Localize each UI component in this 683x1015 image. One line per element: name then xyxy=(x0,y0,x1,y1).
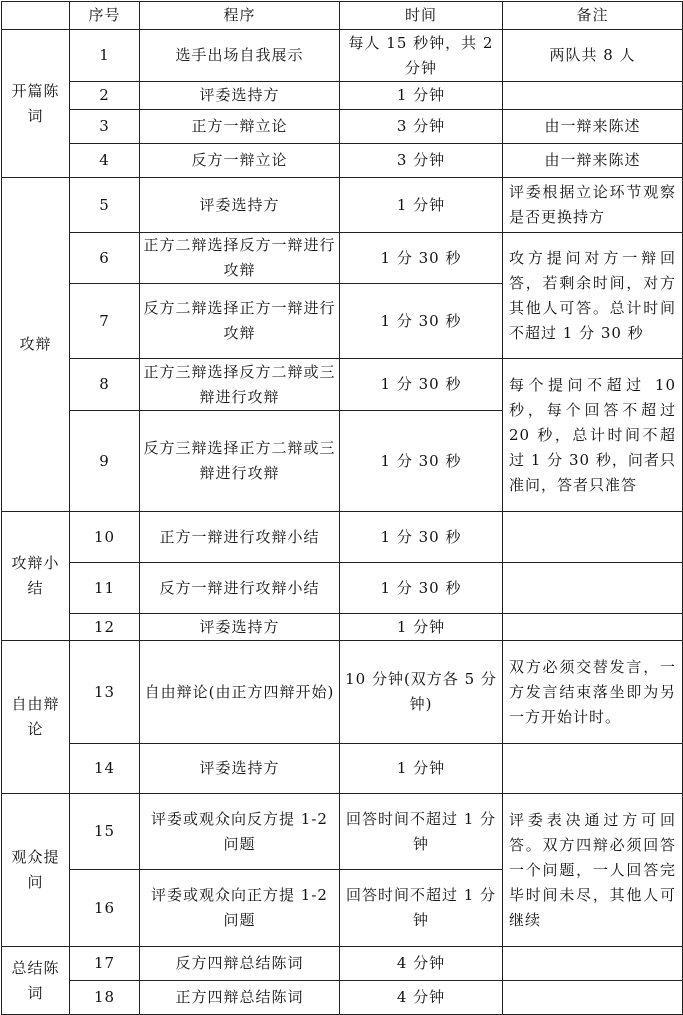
row-note: 两队共 8 人 xyxy=(503,30,683,82)
table-row xyxy=(2,110,683,144)
table-row xyxy=(2,178,683,233)
table-header xyxy=(2,2,683,30)
row-note: 评委表决通过方可回答。双方四辩必须回答一个问题，一人回答完毕时间未尽，其他人可继续 xyxy=(503,794,683,947)
row-time: 1 分钟 xyxy=(340,614,503,641)
table-row xyxy=(2,641,683,744)
row-note-empty xyxy=(503,512,683,563)
row-no: 15 xyxy=(70,794,140,870)
table-row xyxy=(2,512,683,563)
table-row xyxy=(2,359,683,411)
row-time: 回答时间不超过 1 分钟 xyxy=(340,870,503,947)
row-no: 14 xyxy=(70,744,140,794)
row-note: 由一辩来陈述 xyxy=(503,144,683,178)
row-time: 3 分钟 xyxy=(340,144,503,178)
row-program: 正方二辩选择反方一辩进行攻辩 xyxy=(140,233,340,284)
row-program: 评委选持方 xyxy=(140,744,340,794)
table-body xyxy=(2,30,683,1015)
stage-cell-closing: 总结陈词 xyxy=(2,947,70,1015)
row-no: 2 xyxy=(70,82,140,110)
row-program: 正方四辩总结陈词 xyxy=(140,981,340,1015)
row-note-empty xyxy=(503,614,683,641)
header-program: 程序 xyxy=(140,2,340,30)
table-row xyxy=(2,981,683,1015)
row-time: 1 分 30 秒 xyxy=(340,359,503,411)
row-time: 4 分钟 xyxy=(340,981,503,1015)
row-time: 每人 15 秒钟，共 2 分钟 xyxy=(340,30,503,82)
row-time: 1 分 30 秒 xyxy=(340,284,503,359)
table-row xyxy=(2,794,683,870)
row-no: 12 xyxy=(70,614,140,641)
row-time: 1 分 30 秒 xyxy=(340,233,503,284)
row-time: 1 分 30 秒 xyxy=(340,411,503,512)
header-note: 备注 xyxy=(503,2,683,30)
row-note-empty xyxy=(503,981,683,1015)
stage-cell-attack: 攻辩 xyxy=(2,178,70,512)
row-time: 回答时间不超过 1 分钟 xyxy=(340,794,503,870)
row-no: 4 xyxy=(70,144,140,178)
row-time: 1 分 30 秒 xyxy=(340,512,503,563)
row-time: 1 分 30 秒 xyxy=(340,563,503,614)
row-no: 8 xyxy=(70,359,140,411)
row-note-empty xyxy=(503,744,683,794)
row-program: 选手出场自我展示 xyxy=(140,30,340,82)
table-row xyxy=(2,614,683,641)
row-time: 10 分钟(双方各 5 分钟) xyxy=(340,641,503,744)
stage-cell-opening: 开篇陈词 xyxy=(2,30,70,178)
row-program: 评委选持方 xyxy=(140,614,340,641)
table-row xyxy=(2,82,683,110)
stage-cell-attack-summary: 攻辩小结 xyxy=(2,512,70,641)
row-no: 1 xyxy=(70,30,140,82)
row-program: 评委或观众向正方提 1-2 问题 xyxy=(140,870,340,947)
row-no: 9 xyxy=(70,411,140,512)
row-program: 正方三辩选择反方二辩或三辩进行攻辩 xyxy=(140,359,340,411)
row-time: 1 分钟 xyxy=(340,178,503,233)
table-row xyxy=(2,144,683,178)
row-program: 评委或观众向反方提 1-2 问题 xyxy=(140,794,340,870)
row-program: 正方一辩进行攻辩小结 xyxy=(140,512,340,563)
row-no: 5 xyxy=(70,178,140,233)
row-note: 攻方提问对方一辩回答，若剩余时间，对方其他人可答。总计时间不超过 1 分 30 秒 xyxy=(503,233,683,359)
row-note: 双方必须交替发言，一方发言结束落坐即为另一方开始计时。 xyxy=(503,641,683,744)
stage-cell-free: 自由辩论 xyxy=(2,641,70,794)
row-time: 4 分钟 xyxy=(340,947,503,981)
row-time: 1 分钟 xyxy=(340,82,503,110)
table-row xyxy=(2,947,683,981)
header-time: 时间 xyxy=(340,2,503,30)
table-row xyxy=(2,30,683,82)
table-row xyxy=(2,744,683,794)
stage-cell-audience: 观众提问 xyxy=(2,794,70,947)
row-note: 评委根据立论环节观察是否更换持方 xyxy=(503,178,683,233)
row-note: 每个提问不超过 10 秒，每个回答不超过 20 秒，总计时间不超过 1 分 30 秒，问者只准问，答者只准答 xyxy=(503,359,683,512)
row-no: 6 xyxy=(70,233,140,284)
row-time: 3 分钟 xyxy=(340,110,503,144)
header-row xyxy=(2,2,683,30)
row-no: 3 xyxy=(70,110,140,144)
row-program: 反方四辩总结陈词 xyxy=(140,947,340,981)
row-program: 自由辩论(由正方四辩开始) xyxy=(140,641,340,744)
row-no: 17 xyxy=(70,947,140,981)
table-row xyxy=(2,563,683,614)
row-program: 反方三辩选择正方二辩或三辩进行攻辩 xyxy=(140,411,340,512)
row-no: 13 xyxy=(70,641,140,744)
row-program: 反方二辩选择正方一辩进行攻辩 xyxy=(140,284,340,359)
row-no: 7 xyxy=(70,284,140,359)
table-row xyxy=(2,233,683,284)
row-program: 评委选持方 xyxy=(140,178,340,233)
row-note-empty xyxy=(503,947,683,981)
row-note-empty xyxy=(503,82,683,110)
header-stage xyxy=(2,2,70,30)
row-no: 18 xyxy=(70,981,140,1015)
header-no: 序号 xyxy=(70,2,140,30)
row-no: 10 xyxy=(70,512,140,563)
row-program: 反方一辩进行攻辩小结 xyxy=(140,563,340,614)
debate-schedule-table xyxy=(1,1,683,1015)
row-program: 正方一辩立论 xyxy=(140,110,340,144)
row-program: 评委选持方 xyxy=(140,82,340,110)
row-program: 反方一辩立论 xyxy=(140,144,340,178)
row-note: 由一辩来陈述 xyxy=(503,110,683,144)
row-no: 11 xyxy=(70,563,140,614)
row-note-empty xyxy=(503,563,683,614)
row-no: 16 xyxy=(70,870,140,947)
row-time: 1 分钟 xyxy=(340,744,503,794)
